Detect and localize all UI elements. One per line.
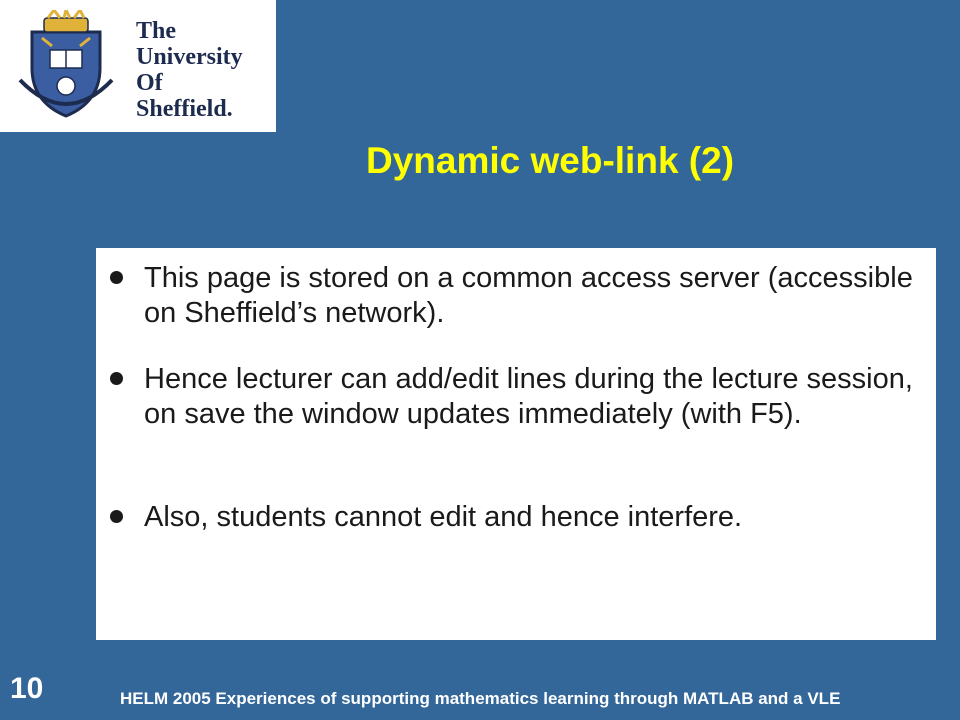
slide-number: 10 <box>10 672 44 705</box>
logo-line-3: Of <box>136 70 163 96</box>
content-panel <box>96 248 936 640</box>
bullet-dot-icon <box>110 372 123 385</box>
bullet-dot-icon <box>110 510 123 523</box>
bullet-item <box>144 500 914 535</box>
bullet-item <box>144 362 914 432</box>
logo-line-2: University <box>136 44 243 70</box>
bullet-text: Hence lecturer can add/edit lines during the lecture session, on save the window updates immediately (with F5). <box>144 363 913 430</box>
university-crest-icon <box>14 10 118 122</box>
footer-text: HELM 2005 Experiences of supporting mathematics learning through MATLAB and a VLE <box>120 689 841 708</box>
university-logo <box>0 0 276 132</box>
bullet-dot-icon <box>110 271 123 284</box>
logo-line-4: Sheffield. <box>136 96 233 122</box>
logo-line-1: The <box>136 18 177 44</box>
bullet-text: Also, students cannot edit and hence interfere. <box>144 501 743 533</box>
slide-title: Dynamic web-link (2) <box>365 140 735 181</box>
bullet-item <box>144 261 914 331</box>
university-name <box>136 18 243 122</box>
bullet-text: This page is stored on a common access server (accessible on Sheffield’s network). <box>144 262 913 329</box>
